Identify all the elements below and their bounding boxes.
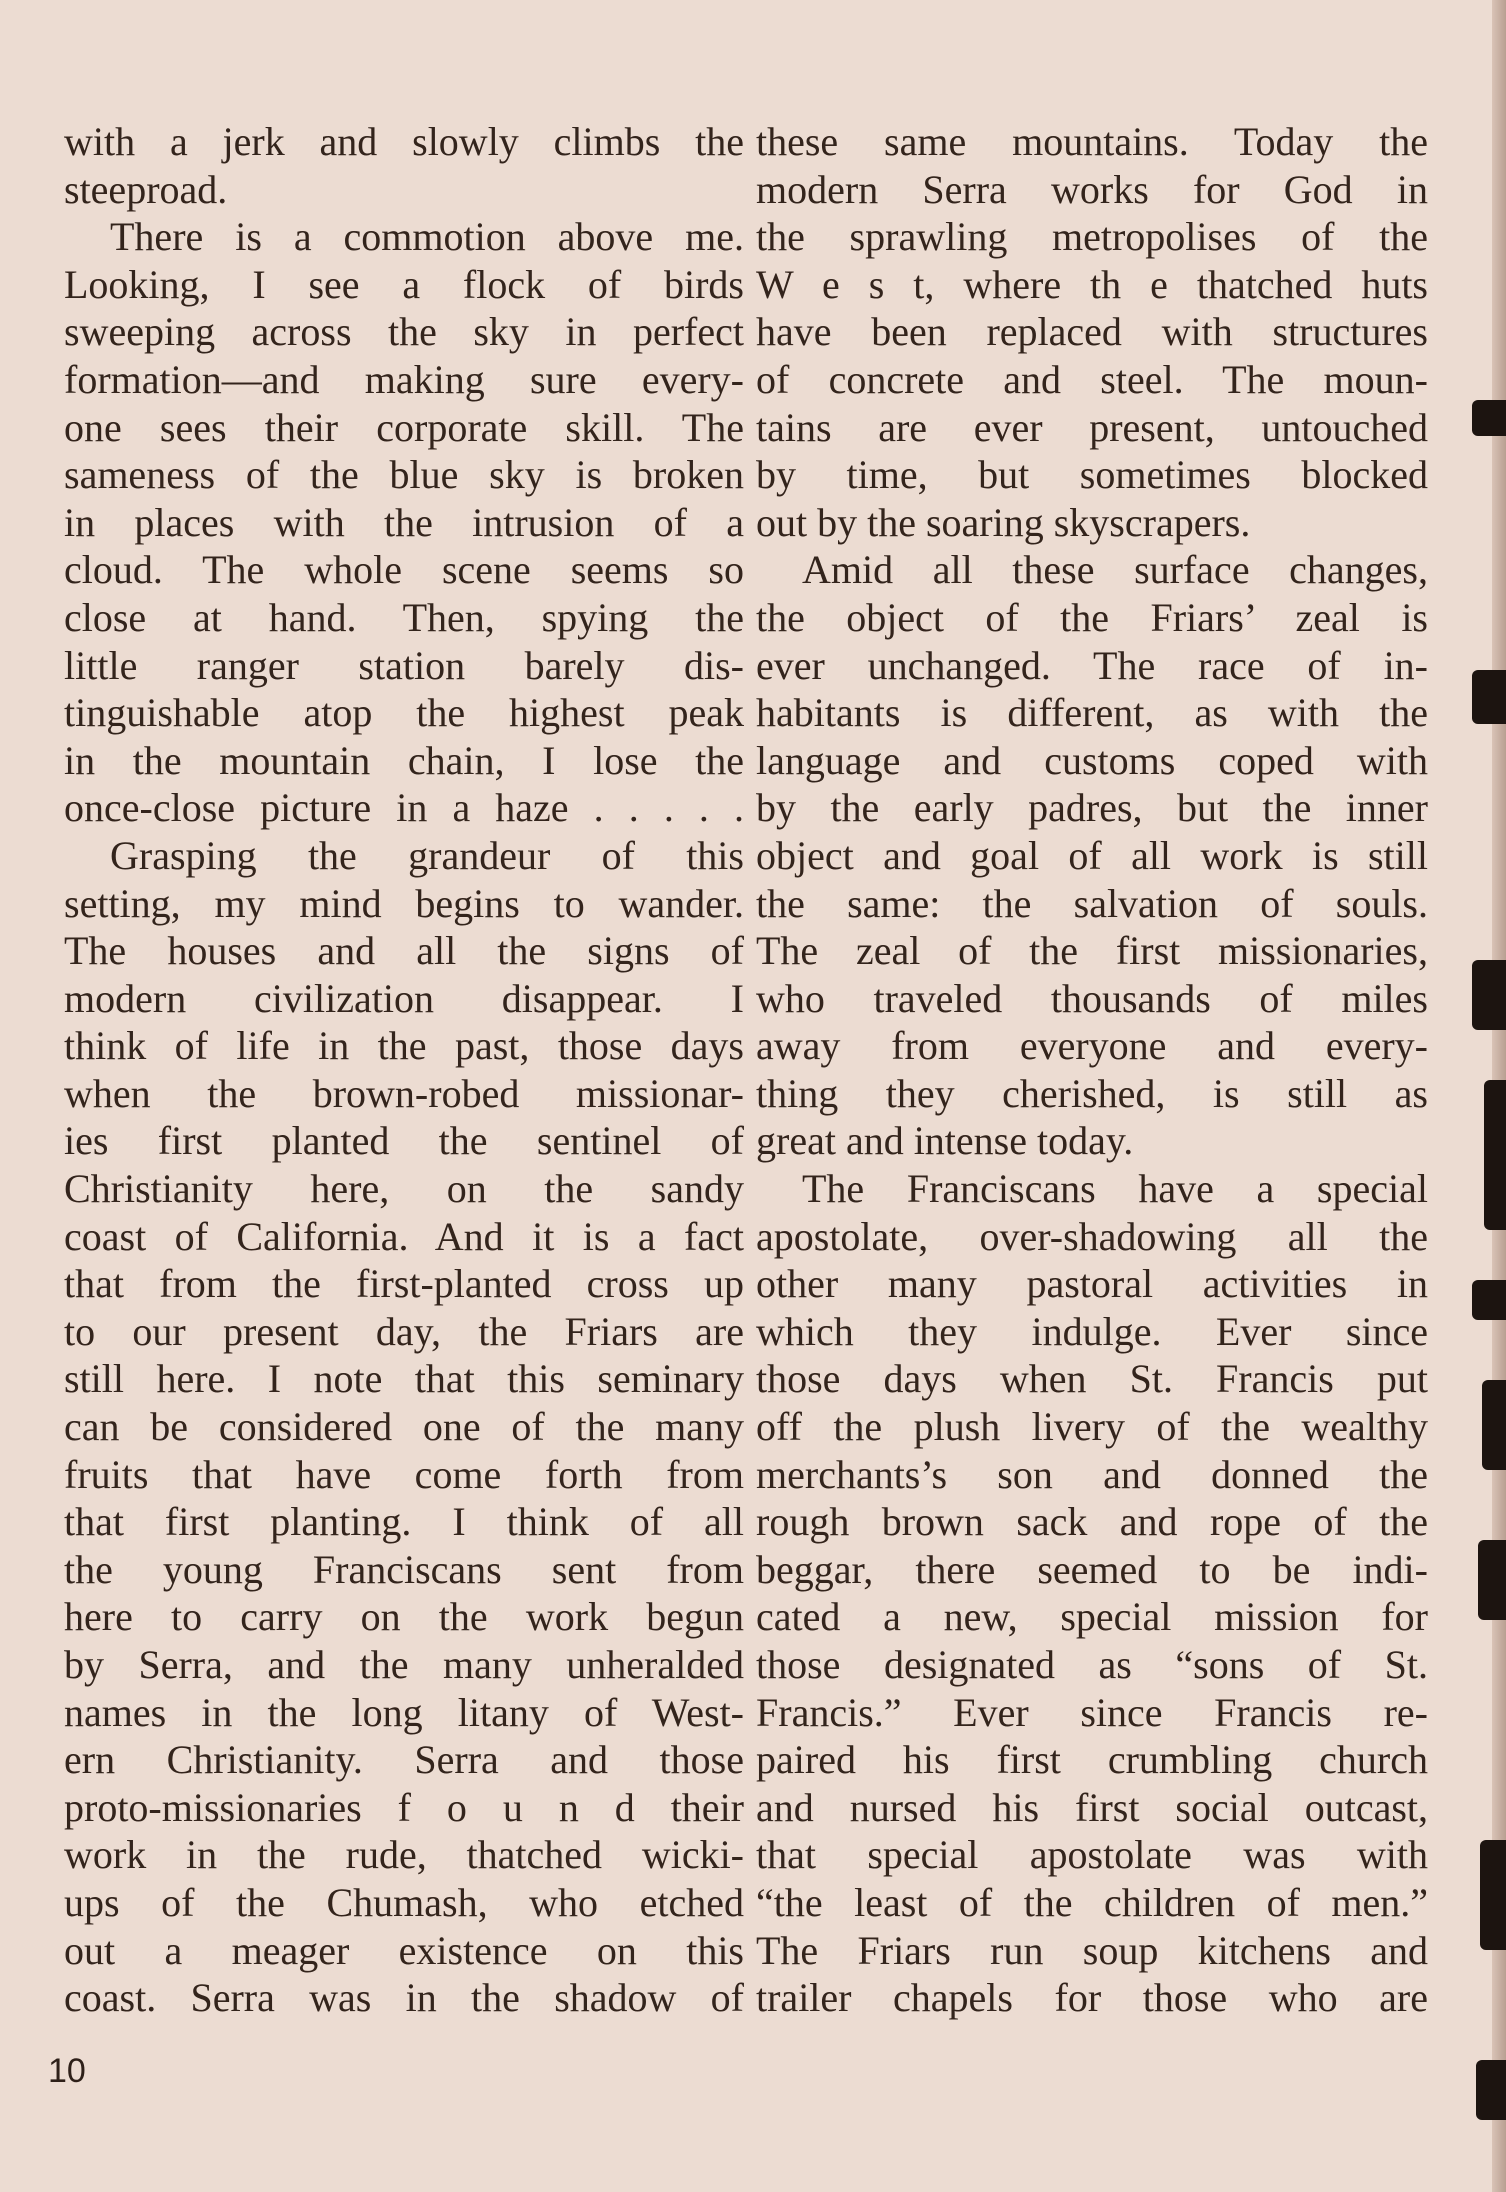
text-line: one sees their corporate skill. The bbox=[64, 404, 744, 450]
left-text-column bbox=[64, 118, 744, 2022]
text-line: steeproad. bbox=[64, 166, 228, 212]
text-line: thing they cherished, is still as bbox=[756, 1070, 1428, 1116]
text-line: tains are ever present, untouched bbox=[756, 404, 1428, 450]
text-line: ever unchanged. The race of in- bbox=[756, 642, 1428, 688]
edge-mark bbox=[1472, 1280, 1506, 1320]
right-text-column bbox=[756, 118, 1428, 2022]
text-line: tinguishable atop the highest peak bbox=[64, 690, 744, 736]
text-line: The Friars run soup kitchens and bbox=[756, 1927, 1428, 1973]
text-line: great and intense today. bbox=[756, 1118, 1134, 1164]
text-line: Grasping the grandeur of this bbox=[110, 832, 744, 878]
text-line: which they indulge. Ever since bbox=[756, 1308, 1428, 1354]
text-line: the young Franciscans sent from bbox=[64, 1546, 744, 1592]
text-line: can be considered one of the many bbox=[64, 1404, 744, 1450]
text-line: away from everyone and every- bbox=[756, 1023, 1428, 1069]
text-line: object and goal of all work is still bbox=[756, 832, 1428, 878]
text-line: have been replaced with structures bbox=[756, 309, 1428, 355]
edge-mark bbox=[1472, 670, 1506, 724]
text-line: other many pastoral activities in bbox=[756, 1261, 1428, 1307]
text-line: out a meager existence on this bbox=[64, 1927, 744, 1973]
text-line: fruits that have come forth from bbox=[64, 1451, 744, 1497]
edge-mark bbox=[1480, 1840, 1506, 1950]
text-line: those days when St. Francis put bbox=[756, 1356, 1428, 1402]
text-line: out by the soaring skyscrapers. bbox=[756, 499, 1251, 545]
edge-mark bbox=[1482, 1380, 1506, 1470]
text-line: rough brown sack and rope of the bbox=[756, 1499, 1428, 1545]
text-line: coast of California. And it is a fact bbox=[64, 1213, 744, 1259]
text-line: the sprawling metropolises of the bbox=[756, 214, 1428, 260]
text-line: merchants’s son and donned the bbox=[756, 1451, 1428, 1497]
text-line: The Franciscans have a special bbox=[802, 1166, 1428, 1212]
text-line: The houses and all the signs of bbox=[64, 928, 744, 974]
text-line: little ranger station barely dis- bbox=[64, 642, 744, 688]
text-line: Christianity here, on the sandy bbox=[64, 1166, 744, 1212]
text-line: cloud. The whole scene seems so bbox=[64, 547, 744, 593]
text-line: those designated as “sons of St. bbox=[756, 1642, 1428, 1687]
text-line: language and customs coped with bbox=[756, 737, 1428, 783]
edge-mark bbox=[1472, 960, 1506, 1030]
text-line: ies first planted the sentinel of bbox=[64, 1118, 744, 1164]
text-line: think of life in the past, those days bbox=[64, 1023, 744, 1069]
text-line: in the mountain chain, I lose the bbox=[64, 737, 744, 783]
text-line: work in the rude, thatched wicki- bbox=[64, 1832, 744, 1878]
text-line: here to carry on the work begun bbox=[64, 1594, 744, 1640]
text-line: still here. I note that this seminary bbox=[64, 1356, 744, 1402]
text-line: by the early padres, but the inner bbox=[756, 785, 1428, 831]
text-line: The zeal of the first missionaries, bbox=[756, 928, 1428, 974]
edge-mark bbox=[1476, 2060, 1506, 2120]
text-line: setting, my mind begins to wander. bbox=[64, 880, 744, 926]
text-line: the same: the salvation of souls. bbox=[756, 880, 1428, 926]
text-line: W e s t, where th e thatched huts bbox=[756, 261, 1428, 307]
text-line: of concrete and steel. The moun- bbox=[756, 356, 1428, 402]
text-line: sameness of the blue sky is broken bbox=[64, 452, 744, 498]
text-line: when the brown-robed missionar- bbox=[64, 1070, 744, 1116]
text-line: by time, but sometimes blocked bbox=[756, 452, 1428, 498]
text-line: modern civilization disappear. I bbox=[64, 975, 744, 1021]
text-line: by Serra, and the many unheralded bbox=[64, 1642, 744, 1687]
text-line: who traveled thousands of miles bbox=[756, 975, 1428, 1021]
text-line: with a jerk and slowly climbs the bbox=[64, 119, 744, 164]
text-line: close at hand. Then, spying the bbox=[64, 594, 744, 640]
text-line: these same mountains. Today the bbox=[756, 119, 1428, 164]
text-line: There is a commotion above me. bbox=[110, 214, 744, 260]
text-line: in places with the intrusion of a bbox=[64, 499, 744, 545]
text-line: that special apostolate was with bbox=[756, 1832, 1428, 1878]
text-line: sweeping across the sky in perfect bbox=[64, 309, 744, 355]
text-line: the object of the Friars’ zeal is bbox=[756, 594, 1428, 640]
text-line: that from the first-planted cross up bbox=[64, 1261, 744, 1307]
text-line: cated a new, special mission for bbox=[756, 1594, 1428, 1640]
text-line: trailer chapels for those who are bbox=[756, 1975, 1428, 2021]
text-line: habitants is different, as with the bbox=[756, 690, 1428, 736]
text-line: names in the long litany of West- bbox=[64, 1689, 744, 1735]
text-line: off the plush livery of the wealthy bbox=[756, 1404, 1428, 1450]
text-line: to our present day, the Friars are bbox=[64, 1308, 744, 1354]
text-line: once-close picture in a haze . . . . . bbox=[64, 785, 744, 831]
page-number: 10 bbox=[48, 2052, 86, 2090]
text-line: paired his first crumbling church bbox=[756, 1737, 1428, 1783]
text-line: proto-missionaries f o u n d their bbox=[64, 1784, 744, 1830]
text-line: ups of the Chumash, who etched bbox=[64, 1879, 744, 1925]
edge-mark bbox=[1472, 400, 1506, 436]
text-line: ern Christianity. Serra and those bbox=[64, 1737, 744, 1783]
text-line: Francis.” Ever since Francis re- bbox=[756, 1689, 1428, 1735]
text-line: formation—and making sure every- bbox=[64, 356, 744, 402]
text-line: and nursed his first social outcast, bbox=[756, 1784, 1428, 1830]
edge-mark bbox=[1484, 1080, 1506, 1230]
text-line: “the least of the children of men.” bbox=[756, 1879, 1428, 1925]
text-line: Looking, I see a flock of birds bbox=[64, 261, 744, 307]
text-line: modern Serra works for God in bbox=[756, 166, 1428, 212]
text-line: coast. Serra was in the shadow of bbox=[64, 1975, 744, 2021]
edge-mark bbox=[1478, 1540, 1506, 1620]
text-line: that first planting. I think of all bbox=[64, 1499, 744, 1545]
text-line: Amid all these surface changes, bbox=[802, 547, 1428, 593]
text-line: beggar, there seemed to be indi- bbox=[756, 1546, 1428, 1592]
text-line: apostolate, over-shadowing all the bbox=[756, 1213, 1428, 1259]
